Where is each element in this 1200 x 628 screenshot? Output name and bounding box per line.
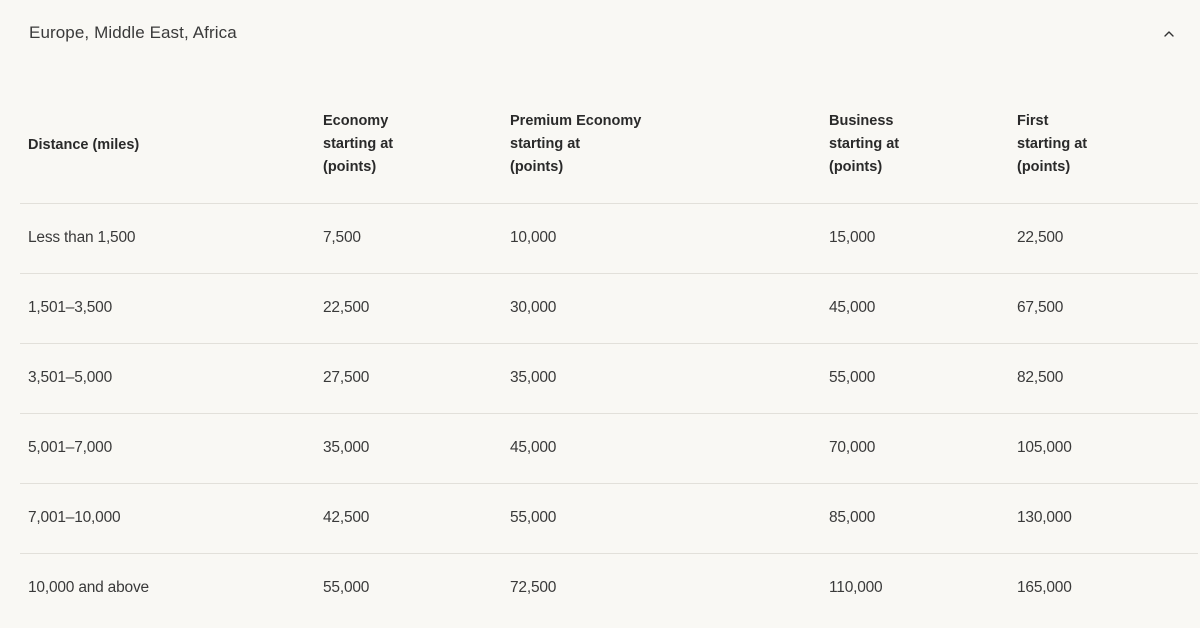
business-cell: 55,000: [829, 369, 876, 386]
economy-cell: 22,500: [323, 299, 370, 316]
accordion-header-emea[interactable]: [0, 0, 1200, 70]
economy-cell: 27,500: [323, 369, 370, 386]
premium-economy-cell: 72,500: [510, 579, 557, 596]
business-cell: 45,000: [829, 299, 876, 316]
first-cell: 67,500: [1017, 299, 1064, 316]
header-line: starting at: [829, 136, 900, 152]
header-first: [1017, 110, 1087, 179]
distance-cell: 1,501–3,500: [28, 299, 112, 316]
premium-economy-cell: 35,000: [510, 369, 557, 386]
header-line: starting at: [1017, 136, 1088, 152]
header-economy: [323, 110, 393, 179]
table-row: [20, 344, 1198, 414]
header-line: Premium Economy: [510, 113, 642, 129]
business-cell: 85,000: [829, 509, 876, 526]
distance-cell: 3,501–5,000: [28, 369, 112, 386]
header-line: (points): [829, 159, 883, 175]
first-cell: 165,000: [1017, 579, 1072, 596]
premium-economy-cell: 30,000: [510, 299, 557, 316]
business-cell: 70,000: [829, 439, 876, 456]
header-line: Economy: [323, 113, 389, 129]
header-line: (points): [323, 159, 377, 175]
economy-cell: 7,500: [323, 229, 361, 246]
award-chart-table: [20, 90, 1198, 623]
premium-economy-cell: 45,000: [510, 439, 557, 456]
header-line: Business: [829, 113, 894, 129]
table-row: [20, 204, 1198, 274]
first-cell: 82,500: [1017, 369, 1064, 386]
business-cell: 15,000: [829, 229, 876, 246]
table-row: [20, 274, 1198, 344]
economy-cell: 55,000: [323, 579, 370, 596]
table-header-row: [20, 90, 1198, 204]
table-row: [20, 484, 1198, 554]
header-line: starting at: [323, 136, 394, 152]
header-business: [829, 110, 899, 179]
first-cell: 105,000: [1017, 439, 1072, 456]
header-line: First: [1017, 113, 1049, 129]
header-line: (points): [510, 159, 564, 175]
table-row: [20, 554, 1198, 623]
chevron-up-icon[interactable]: [1163, 28, 1175, 40]
header-distance-label: Distance (miles): [28, 137, 140, 153]
distance-cell: 7,001–10,000: [28, 509, 121, 526]
header-line: (points): [1017, 159, 1071, 175]
distance-cell: 5,001–7,000: [28, 439, 112, 456]
premium-economy-cell: 55,000: [510, 509, 557, 526]
business-cell: 110,000: [829, 579, 883, 596]
first-cell: 22,500: [1017, 229, 1064, 246]
table-row: [20, 414, 1198, 484]
header-premium-economy: [510, 110, 641, 179]
header-distance: [28, 134, 139, 157]
accordion-title: Europe, Middle East, Africa: [29, 23, 237, 42]
economy-cell: 42,500: [323, 509, 370, 526]
header-line: starting at: [510, 136, 581, 152]
premium-economy-cell: 10,000: [510, 229, 557, 246]
distance-cell: Less than 1,500: [28, 229, 136, 246]
distance-cell: 10,000 and above: [28, 579, 149, 596]
economy-cell: 35,000: [323, 439, 370, 456]
first-cell: 130,000: [1017, 509, 1072, 526]
